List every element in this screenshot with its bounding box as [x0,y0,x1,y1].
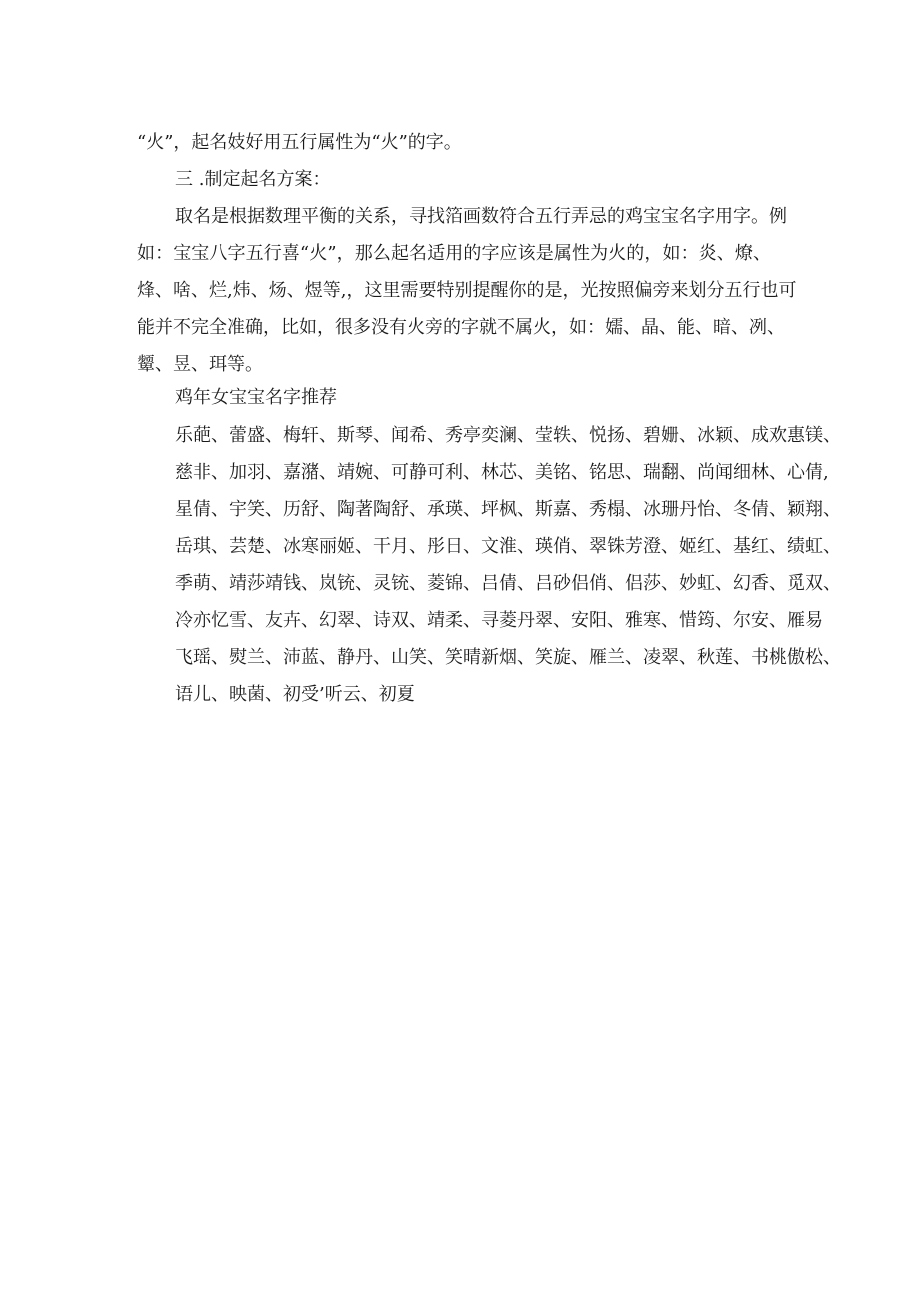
paragraph-line: 如：宝宝八字五行喜“火”，那么起名适用的字应该是属性为火的，如：炎、燎、 [137,243,771,264]
name-list-line: 飞瑶、熨兰、沛蓝、静丹、山笑、笑晴新烟、笑旋、雁兰、凌翠、秋莲、书桃傲松、 [175,647,841,668]
section-heading: 三 .制定起名方案： [175,169,331,190]
intro-tail-line: “火”，起名妓好用五行属性为“火”的字。 [137,132,462,153]
paragraph-line: 能并不完全准确，比如，很多没有火旁的字就不属火，如：嬬、晶、能、暗、冽、 [137,317,785,338]
name-list-line: 季萌、靖莎靖钱、岚铳、灵铳、菱锦、吕倩、吕砂侣俏、侣莎、妙虹、幻香、觅双、 [175,573,841,594]
paragraph-line: 取名是根据数理平衡的关系，寻找箔画数符合五行弄忌的鸡宝宝名字用字。例 [175,206,787,227]
list-heading: 鸡年女宝宝名字推荐 [175,387,337,408]
paragraph-line: 颦、昱、珥等。 [137,354,263,375]
name-list-line: 乐葩、蕾盛、梅轩、斯琴、闻希、秀亭奕澜、莹轶、悦扬、碧姗、冰颖、成欢惠镁、 [175,425,841,446]
paragraph-line: 烽、啥、烂,炜、炀、煜等,，这里需要特别提醒你的是，光按照偏旁来划分五行也可 [137,280,797,301]
name-list-line: 慈非、加羽、嘉潴、靖婉、可静可利、林芯、美铭、铭思、瑞翻、尚闻细林、心倩, [175,462,829,483]
name-list-line: 星倩、宇笑、历舒、陶著陶舒、承瑛、坪枫、斯嘉、秀榻、冰珊丹怡、冬倩、颖翔、 [175,499,841,520]
name-list-line: 冷亦忆雪、友卉、幻翠、诗双、靖柔、寻菱丹翠、安阳、雅寒、惜筠、尔安、雁易 [175,610,823,631]
name-list-line: 岳琪、芸楚、冰寒丽姬、干月、彤日、文淮、瑛俏、翠铢芳澄、姬红、基红、绩虹、 [175,536,841,557]
name-list-line: 语儿、映菌、初受’听云、初夏 [175,684,415,705]
